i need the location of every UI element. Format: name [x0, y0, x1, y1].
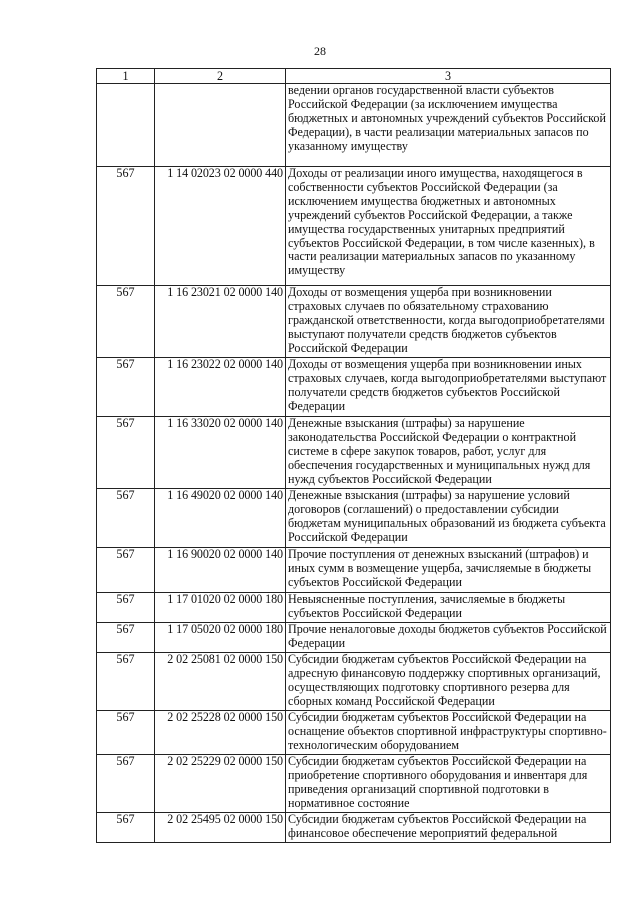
revenue-code-cell: 1 17 01020 02 0000 180: [155, 593, 286, 623]
revenue-code-cell: 1 16 49020 02 0000 140: [155, 489, 286, 548]
admin-code-cell: 567: [97, 755, 155, 813]
revenue-code-cell: 2 02 25228 02 0000 150: [155, 711, 286, 755]
header-col-2: 2: [155, 69, 286, 84]
revenue-name-cell: Доходы от возмещения ущерба при возникновении страховых случаев по обязательному страхованию гражданской ответственности, когда выгодоприобретателями выступают получатели средств бюджетов субъектов Российской Федерации: [286, 286, 611, 358]
table-row: [97, 167, 611, 286]
admin-code-cell: 567: [97, 653, 155, 711]
table-row: [97, 813, 611, 843]
revenue-name-cell: Доходы от возмещения ущерба при возникновении иных страховых случаев, когда выгодоприобретателями выступают получатели средств бюджетов субъектов Российской Федерации: [286, 358, 611, 417]
page-number: 28: [314, 44, 326, 58]
table-row: [97, 84, 611, 167]
revenue-code-cell: 1 16 90020 02 0000 140: [155, 548, 286, 593]
admin-code-cell: 567: [97, 286, 155, 358]
header-col-3: 3: [286, 69, 611, 84]
table-row: [97, 755, 611, 813]
revenue-name-cell: ведении органов государственной власти субъектов Российской Федерации (за исключением имущества бюджетных и автономных учреждений субъектов Российской Федерации), в части реализации материальных запасов по указанному имуществу: [286, 84, 611, 167]
admin-code-cell: [97, 84, 155, 167]
admin-code-cell: 567: [97, 417, 155, 489]
revenue-name-cell: Прочие неналоговые доходы бюджетов субъектов Российской Федерации: [286, 623, 611, 653]
table-row: [97, 623, 611, 653]
revenue-codes-table: [96, 68, 611, 843]
revenue-code-cell: 1 16 33020 02 0000 140: [155, 417, 286, 489]
table-row: [97, 358, 611, 417]
revenue-code-cell: 1 16 23022 02 0000 140: [155, 358, 286, 417]
revenue-code-cell: 1 16 23021 02 0000 140: [155, 286, 286, 358]
revenue-code-cell: 2 02 25229 02 0000 150: [155, 755, 286, 813]
revenue-name-cell: Денежные взыскания (штрафы) за нарушение условий договоров (соглашений) о предоставлении субсидии бюджетам муниципальных образований из бюджета субъекта Российской Федерации: [286, 489, 611, 548]
table-row: [97, 286, 611, 358]
header-col-1: 1: [97, 69, 155, 84]
table-row: [97, 593, 611, 623]
table-row: [97, 548, 611, 593]
admin-code-cell: 567: [97, 711, 155, 755]
revenue-code-cell: 2 02 25081 02 0000 150: [155, 653, 286, 711]
table-row: [97, 711, 611, 755]
admin-code-cell: 567: [97, 358, 155, 417]
revenue-name-cell: Субсидии бюджетам субъектов Российской Федерации на финансовое обеспечение мероприятий федеральной: [286, 813, 611, 843]
revenue-code-cell: [155, 84, 286, 167]
admin-code-cell: 567: [97, 593, 155, 623]
revenue-name-cell: Доходы от реализации иного имущества, находящегося в собственности субъектов Российской Федерации (за исключением имущества бюджетных и автономных учреждений субъектов Российской Федерации, а также имущества государственных унитарных предприятий субъектов Российской Федерации, в том числе казенных), в части реализации материальных запасов по указанному имуществу: [286, 167, 611, 286]
table-row: [97, 489, 611, 548]
admin-code-cell: 567: [97, 167, 155, 286]
revenue-name-cell: Невыясненные поступления, зачисляемые в бюджеты субъектов Российской Федерации: [286, 593, 611, 623]
revenue-name-cell: Субсидии бюджетам субъектов Российской Федерации на приобретение спортивного оборудования и инвентаря для приведения организаций спортивной подготовки в нормативное состояние: [286, 755, 611, 813]
table-row: [97, 417, 611, 489]
admin-code-cell: 567: [97, 813, 155, 843]
revenue-code-cell: 2 02 25495 02 0000 150: [155, 813, 286, 843]
admin-code-cell: 567: [97, 548, 155, 593]
revenue-name-cell: Денежные взыскания (штрафы) за нарушение законодательства Российской Федерации о контрактной системе в сфере закупок товаров, работ, услуг для обеспечения государственных и муниципальных нужд для нужд субъектов Российской Федерации: [286, 417, 611, 489]
revenue-name-cell: Субсидии бюджетам субъектов Российской Федерации на оснащение объектов спортивной инфраструктуры спортивно-технологическим оборудованием: [286, 711, 611, 755]
admin-code-cell: 567: [97, 623, 155, 653]
revenue-name-cell: Субсидии бюджетам субъектов Российской Федерации на адресную финансовую поддержку спортивных организаций, осуществляющих подготовку спортивного резерва для сборных команд Российской Федерации: [286, 653, 611, 711]
admin-code-cell: 567: [97, 489, 155, 548]
revenue-code-cell: 1 14 02023 02 0000 440: [155, 167, 286, 286]
table-row: [97, 653, 611, 711]
table-header-row: [97, 69, 611, 84]
revenue-name-cell: Прочие поступления от денежных взысканий (штрафов) и иных сумм в возмещение ущерба, зачисляемые в бюджеты субъектов Российской Федерации: [286, 548, 611, 593]
revenue-code-cell: 1 17 05020 02 0000 180: [155, 623, 286, 653]
